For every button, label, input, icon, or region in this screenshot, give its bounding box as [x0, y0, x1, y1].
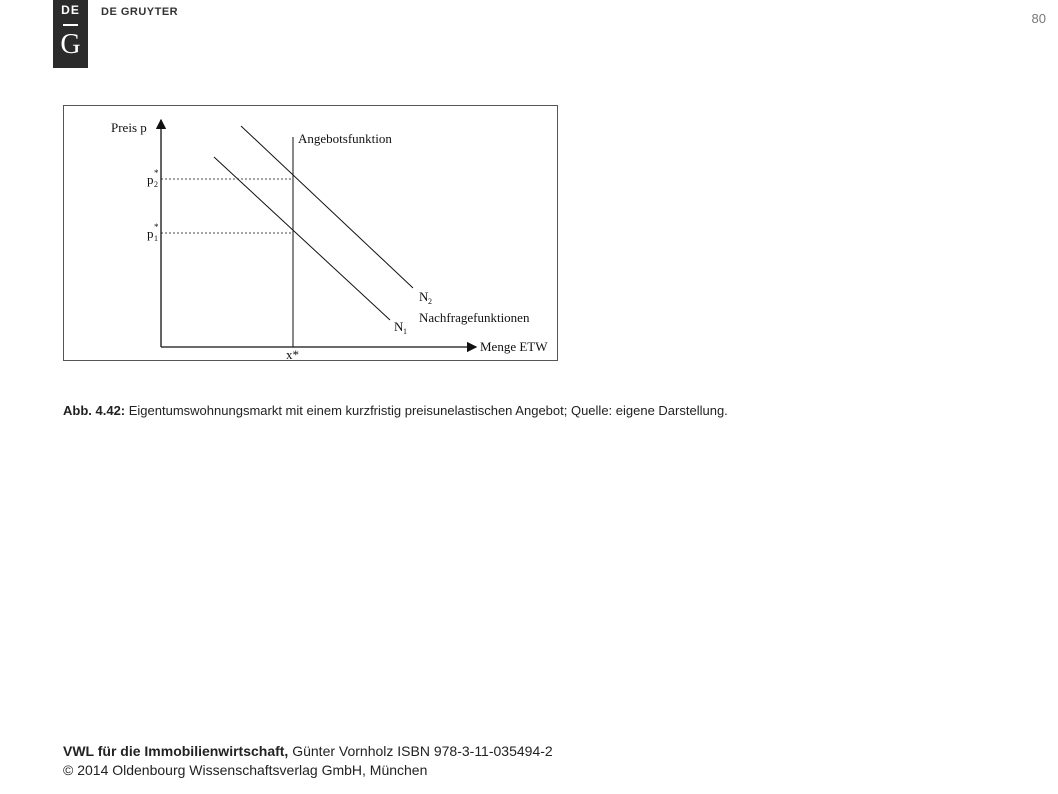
- y-axis-label: Preis p: [111, 120, 147, 135]
- logo-divider: [63, 24, 78, 26]
- demand-curve-1: [214, 157, 390, 320]
- caption-text: Eigentumswohnungsmarkt mit einem kurzfristig preisunelastischen Angebot; Quelle: eigene Darstellung.: [128, 403, 728, 418]
- demand-curve-2: [241, 126, 413, 288]
- price-1-star: *: [154, 222, 159, 232]
- demand-2-label: N: [419, 289, 429, 304]
- price-2-star: *: [154, 168, 159, 178]
- price-2-subscript: 2: [154, 180, 158, 189]
- demand-1-label: N: [394, 319, 404, 334]
- book-title: VWL für die Immobilienwirtschaft,: [63, 743, 289, 759]
- brand-name: DE GRUYTER: [101, 6, 179, 18]
- copyright: © 2014 Oldenbourg Wissenschaftsverlag GmbH, München: [63, 762, 428, 778]
- quantity-label: x*: [286, 347, 299, 362]
- figure: [63, 105, 558, 361]
- price-1-label: p: [147, 226, 154, 241]
- supply-label: Angebotsfunktion: [298, 131, 392, 146]
- price-2-label: p: [147, 172, 154, 187]
- figure-caption: [63, 403, 728, 418]
- caption-label: Abb. 4.42:: [63, 403, 126, 418]
- demand-group-label: Nachfragefunktionen: [419, 310, 530, 325]
- book-info: Günter Vornholz ISBN 978-3-11-035494-2: [292, 743, 553, 759]
- logo-top-text: DE: [61, 3, 80, 17]
- footer-line-1: [63, 742, 553, 761]
- logo-bottom-text: G: [60, 29, 81, 60]
- demand-2-subscript: 2: [428, 297, 432, 306]
- footer: [63, 742, 553, 780]
- price-1-subscript: 1: [154, 234, 158, 243]
- page-number: 80: [1031, 11, 1046, 26]
- demand-1-subscript: 1: [403, 327, 407, 336]
- supply-demand-diagram: [64, 106, 559, 362]
- x-axis-label: Menge ETW: [480, 339, 548, 354]
- publisher-logo: [53, 0, 88, 68]
